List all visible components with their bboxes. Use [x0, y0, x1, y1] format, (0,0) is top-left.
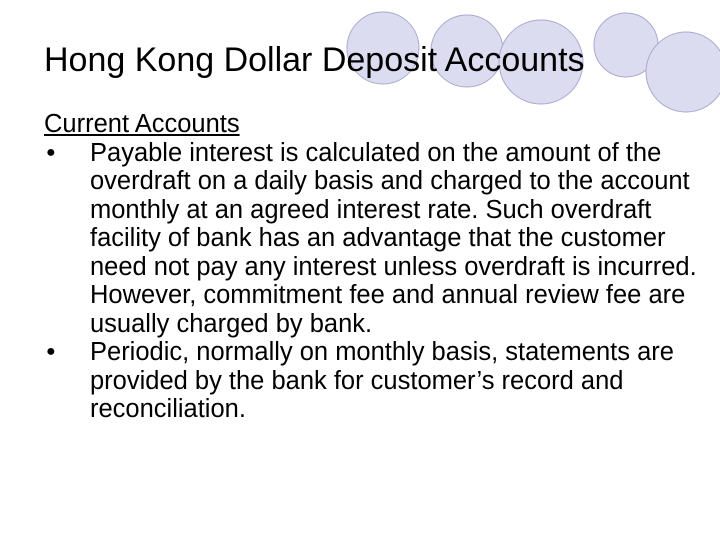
slide-title: Hong Kong Dollar Deposit Accounts: [44, 41, 585, 79]
decor-circle: [646, 32, 720, 112]
section-heading: Current Accounts: [44, 110, 240, 138]
bullet-dot-icon: ●: [46, 343, 56, 360]
slide-body: [44, 110, 704, 424]
bullet-item: [44, 338, 704, 424]
bullet-list: [44, 139, 704, 424]
bullet-item: [44, 139, 704, 339]
bullet-text: Payable interest is calculated on the amount of the overdraft on a daily basis and charged to the account monthly at an agreed interest rate. Such overdraft facility of bank has an advantage that the customer need not pay any interest unless overdraft is incurred. However, commitment fee and annual review fee are usually charged by bank.: [90, 138, 697, 338]
bullet-dot-icon: ●: [46, 143, 56, 161]
bullet-text: Periodic, normally on monthly basis, statements are provided by the bank for customer’s record and reconciliation.: [90, 338, 674, 423]
